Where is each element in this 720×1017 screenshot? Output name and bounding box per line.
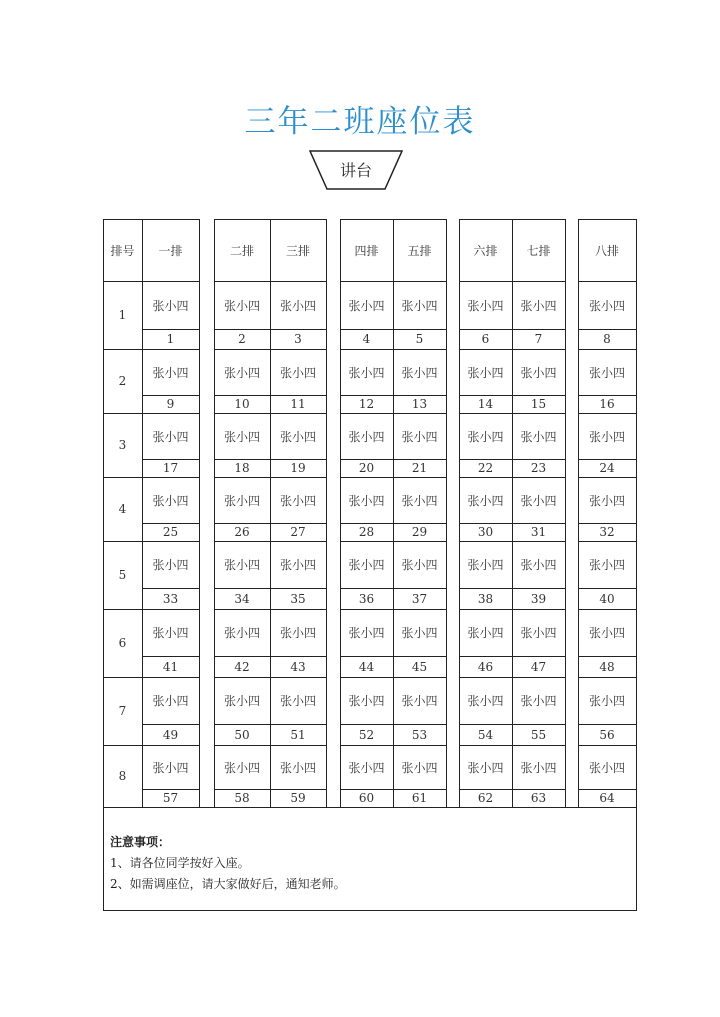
seat-number: 10 xyxy=(234,397,250,411)
grid-line xyxy=(512,219,513,807)
student-name: 张小四 xyxy=(467,694,504,708)
grid-line xyxy=(578,477,637,478)
seat-number: 54 xyxy=(477,727,494,742)
grid-line xyxy=(578,395,637,396)
grid-line xyxy=(340,609,447,610)
student-name: 张小四 xyxy=(520,365,557,380)
grid-line xyxy=(103,219,142,220)
grid-line xyxy=(340,789,447,790)
student-name: 张小四 xyxy=(401,365,438,380)
student-name: 张小四 xyxy=(401,298,438,313)
grid-line xyxy=(214,677,327,678)
row-number: 6 xyxy=(118,636,127,650)
column-header: 二排 xyxy=(229,243,254,258)
grid-line xyxy=(393,219,394,807)
row-number: 4 xyxy=(118,502,127,516)
grid-line xyxy=(340,677,447,678)
student-name: 张小四 xyxy=(348,429,385,444)
seat-number: 49 xyxy=(162,727,179,742)
row-number: 7 xyxy=(118,704,127,718)
grid-line xyxy=(459,395,566,396)
grid-line xyxy=(103,281,142,282)
student-name: 张小四 xyxy=(520,298,557,313)
student-name: 张小四 xyxy=(152,760,189,775)
grid-line xyxy=(578,349,637,350)
student-name: 张小四 xyxy=(588,493,625,508)
grid-line xyxy=(578,677,637,678)
grid-line xyxy=(214,477,327,478)
grid-line xyxy=(142,523,200,524)
grid-line xyxy=(270,219,271,807)
grid-line xyxy=(446,219,447,807)
grid-line xyxy=(340,395,447,396)
student-name: 张小四 xyxy=(401,694,438,708)
student-name: 张小四 xyxy=(348,558,385,572)
column-header: 五排 xyxy=(407,243,432,258)
seat-number: 12 xyxy=(358,397,375,411)
student-name: 张小四 xyxy=(588,694,625,708)
grid-line xyxy=(214,745,327,746)
seat-number: 38 xyxy=(477,591,494,606)
grid-line xyxy=(578,413,637,414)
grid-line xyxy=(142,349,200,350)
seat-number: 5 xyxy=(415,332,424,346)
seat-number: 63 xyxy=(530,791,547,805)
seat-number: 8 xyxy=(603,332,611,346)
student-name: 张小四 xyxy=(401,558,438,572)
grid-line xyxy=(103,677,142,678)
seat-number: 20 xyxy=(358,461,375,475)
seat-number: 13 xyxy=(411,397,428,411)
seat-number: 56 xyxy=(599,727,615,742)
grid-line xyxy=(214,541,327,542)
seat-number: 4 xyxy=(362,332,371,346)
grid-line xyxy=(142,656,200,657)
student-name: 张小四 xyxy=(348,365,385,380)
student-name: 张小四 xyxy=(588,558,625,572)
seat-number: 15 xyxy=(530,397,547,411)
grid-line xyxy=(214,656,327,657)
grid-line xyxy=(340,349,447,350)
seat-number: 25 xyxy=(162,525,179,539)
grid-line xyxy=(578,523,637,524)
seat-number: 51 xyxy=(290,727,306,742)
student-name: 张小四 xyxy=(223,760,260,775)
seat-number: 22 xyxy=(477,461,494,475)
grid-line xyxy=(459,789,566,790)
grid-line xyxy=(459,523,566,524)
grid-line xyxy=(214,789,327,790)
grid-line xyxy=(459,477,566,478)
row-number: 3 xyxy=(118,438,127,452)
grid-line xyxy=(459,459,566,460)
student-name: 张小四 xyxy=(223,493,260,508)
student-name: 张小四 xyxy=(401,760,438,775)
seat-number: 64 xyxy=(599,791,615,805)
grid-line xyxy=(459,588,566,589)
student-name: 张小四 xyxy=(223,694,260,708)
student-name: 张小四 xyxy=(401,626,438,640)
seat-number: 6 xyxy=(481,332,490,346)
student-name: 张小四 xyxy=(279,365,316,380)
grid-line xyxy=(142,724,200,725)
grid-line xyxy=(459,349,566,350)
student-name: 张小四 xyxy=(520,694,557,708)
grid-line xyxy=(459,413,566,414)
grid-line xyxy=(459,677,566,678)
student-name: 张小四 xyxy=(223,626,260,640)
student-name: 张小四 xyxy=(588,626,625,640)
seat-number: 41 xyxy=(162,659,179,674)
grid-line xyxy=(340,745,447,746)
grid-line xyxy=(142,219,200,220)
student-name: 张小四 xyxy=(520,493,557,508)
grid-line xyxy=(459,329,566,330)
seat-number: 21 xyxy=(411,461,428,475)
grid-line xyxy=(340,656,447,657)
student-name: 张小四 xyxy=(348,760,385,775)
grid-line xyxy=(142,477,200,478)
student-name: 张小四 xyxy=(348,694,385,708)
grid-line xyxy=(142,541,200,542)
grid-line xyxy=(578,541,637,542)
grid-line xyxy=(459,724,566,725)
grid-line xyxy=(578,281,637,282)
student-name: 张小四 xyxy=(467,493,504,508)
seat-number: 18 xyxy=(234,461,250,475)
seat-number: 58 xyxy=(234,791,250,805)
page-title: 三年二班座位表 xyxy=(244,104,476,140)
seat-number: 17 xyxy=(162,461,179,475)
student-name: 张小四 xyxy=(520,429,557,444)
seat-number: 40 xyxy=(599,591,615,606)
grid-line xyxy=(340,724,447,725)
student-name: 张小四 xyxy=(279,760,316,775)
grid-line xyxy=(142,745,200,746)
grid-line xyxy=(103,541,142,542)
grid-line xyxy=(142,413,200,414)
student-name: 张小四 xyxy=(152,298,189,313)
notes-item: 1、请各位同学按好入座。 xyxy=(110,856,250,870)
grid-line xyxy=(142,789,200,790)
seat-number: 32 xyxy=(599,525,615,539)
student-name: 张小四 xyxy=(152,694,189,708)
student-name: 张小四 xyxy=(348,493,385,508)
student-name: 张小四 xyxy=(467,365,504,380)
grid-line xyxy=(142,395,200,396)
column-header: 一排 xyxy=(158,243,183,258)
seat-number: 62 xyxy=(477,791,494,805)
column-header: 六排 xyxy=(473,243,498,258)
grid-line xyxy=(142,219,143,807)
grid-line xyxy=(214,459,327,460)
column-header: 七排 xyxy=(526,243,551,258)
seat-number: 16 xyxy=(599,397,615,411)
student-name: 张小四 xyxy=(279,558,316,572)
seat-number: 35 xyxy=(290,591,306,606)
seat-number: 7 xyxy=(534,332,543,346)
seat-number: 44 xyxy=(358,659,375,674)
seat-number: 11 xyxy=(290,397,306,411)
grid-line xyxy=(578,789,637,790)
grid-line xyxy=(578,219,579,807)
grid-line xyxy=(340,281,447,282)
grid-line xyxy=(578,609,637,610)
grid-line xyxy=(578,459,637,460)
student-name: 张小四 xyxy=(467,760,504,775)
student-name: 张小四 xyxy=(279,429,316,444)
student-name: 张小四 xyxy=(223,558,260,572)
student-name: 张小四 xyxy=(467,298,504,313)
student-name: 张小四 xyxy=(467,626,504,640)
seat-number: 53 xyxy=(411,727,428,742)
grid-line xyxy=(103,477,142,478)
student-name: 张小四 xyxy=(279,493,316,508)
grid-line xyxy=(103,609,142,610)
student-name: 张小四 xyxy=(152,626,189,640)
seat-number: 36 xyxy=(358,591,375,606)
grid-line xyxy=(214,349,327,350)
notes-section xyxy=(110,832,346,895)
seat-number: 43 xyxy=(290,659,306,674)
grid-line xyxy=(142,677,200,678)
grid-line xyxy=(636,219,637,807)
seat-number: 39 xyxy=(530,591,547,606)
grid-line xyxy=(142,588,200,589)
student-name: 张小四 xyxy=(152,429,189,444)
student-name: 张小四 xyxy=(279,694,316,708)
grid-line xyxy=(340,459,447,460)
student-name: 张小四 xyxy=(588,760,625,775)
seat-number: 29 xyxy=(411,525,428,539)
seat-number: 31 xyxy=(530,525,547,539)
seat-number: 2 xyxy=(238,332,246,346)
student-name: 张小四 xyxy=(401,493,438,508)
seat-number: 59 xyxy=(290,791,306,805)
column-header: 四排 xyxy=(354,243,379,258)
seat-number: 61 xyxy=(411,791,428,805)
grid-line xyxy=(214,281,327,282)
seat-number: 30 xyxy=(477,525,494,539)
seat-number: 24 xyxy=(599,461,615,475)
grid-line xyxy=(103,349,142,350)
row-number: 2 xyxy=(118,374,127,388)
seat-number: 9 xyxy=(166,397,175,411)
row-header-label: 排号 xyxy=(110,243,135,258)
grid-line xyxy=(578,329,637,330)
seat-number: 23 xyxy=(530,461,547,475)
row-number: 5 xyxy=(118,568,127,582)
grid-line xyxy=(199,219,200,807)
student-name: 张小四 xyxy=(588,298,625,313)
seat-number: 34 xyxy=(234,591,250,606)
notes-item: 2、如需调座位，请大家做好后，通知老师。 xyxy=(110,877,346,891)
student-name: 张小四 xyxy=(223,429,260,444)
seat-number: 60 xyxy=(358,791,375,805)
student-name: 张小四 xyxy=(279,298,316,313)
grid-line xyxy=(214,588,327,589)
student-name: 张小四 xyxy=(467,558,504,572)
seat-number: 57 xyxy=(162,791,179,805)
student-name: 张小四 xyxy=(152,493,189,508)
notes-title: 注意事项： xyxy=(110,835,171,849)
grid-line xyxy=(578,588,637,589)
seat-number: 55 xyxy=(530,727,547,742)
student-name: 张小四 xyxy=(152,365,189,380)
grid-line xyxy=(214,219,215,807)
grid-line xyxy=(142,329,200,330)
seat-number: 46 xyxy=(477,659,494,674)
grid-line xyxy=(340,413,447,414)
seat-number: 50 xyxy=(234,727,250,742)
grid-line xyxy=(459,609,566,610)
seat-number: 19 xyxy=(290,461,306,475)
grid-line xyxy=(103,910,637,911)
student-name: 张小四 xyxy=(401,429,438,444)
grid-line xyxy=(340,329,447,330)
grid-line xyxy=(459,656,566,657)
seat-number: 47 xyxy=(530,659,547,674)
grid-line xyxy=(340,477,447,478)
grid-line xyxy=(459,745,566,746)
student-name: 张小四 xyxy=(223,298,260,313)
row-number: 8 xyxy=(118,769,127,783)
grid-line xyxy=(103,413,142,414)
seat-number: 42 xyxy=(234,659,250,674)
seat-number: 33 xyxy=(162,591,179,606)
student-name: 张小四 xyxy=(223,365,260,380)
seat-number: 14 xyxy=(477,397,494,411)
seat-number: 1 xyxy=(166,332,175,346)
seat-number: 37 xyxy=(411,591,428,606)
seat-number: 27 xyxy=(290,525,306,539)
student-name: 张小四 xyxy=(348,626,385,640)
seat-number: 45 xyxy=(411,659,428,674)
student-name: 张小四 xyxy=(520,558,557,572)
grid-line xyxy=(340,219,341,807)
student-name: 张小四 xyxy=(152,558,189,572)
column-header: 八排 xyxy=(594,243,619,258)
grid-line xyxy=(103,745,142,746)
grid-line xyxy=(459,281,566,282)
grid-line xyxy=(142,609,200,610)
grid-line xyxy=(578,219,637,220)
column-header: 三排 xyxy=(285,243,310,258)
grid-line xyxy=(578,745,637,746)
grid-line xyxy=(340,588,447,589)
grid-line xyxy=(459,541,566,542)
student-name: 张小四 xyxy=(467,429,504,444)
grid-line xyxy=(578,656,637,657)
grid-line xyxy=(214,329,327,330)
student-name: 张小四 xyxy=(588,429,625,444)
grid-line xyxy=(103,807,637,808)
student-name: 张小四 xyxy=(520,760,557,775)
grid-line xyxy=(340,523,447,524)
grid-line xyxy=(214,724,327,725)
grid-line xyxy=(214,609,327,610)
seat-number: 3 xyxy=(294,332,302,346)
student-name: 张小四 xyxy=(279,626,316,640)
grid-line xyxy=(578,724,637,725)
seat-number: 28 xyxy=(358,525,375,539)
grid-line xyxy=(214,395,327,396)
grid-line xyxy=(214,523,327,524)
seat-number: 52 xyxy=(358,727,375,742)
student-name: 张小四 xyxy=(588,365,625,380)
grid-line xyxy=(459,219,460,807)
grid-line xyxy=(142,281,200,282)
seat-number: 26 xyxy=(234,525,250,539)
grid-line xyxy=(340,541,447,542)
student-name: 张小四 xyxy=(520,626,557,640)
grid-line xyxy=(214,413,327,414)
grid-line xyxy=(565,219,566,807)
row-number: 1 xyxy=(118,308,127,322)
grid-line xyxy=(142,459,200,460)
student-name: 张小四 xyxy=(348,298,385,313)
podium-label: 讲台 xyxy=(339,161,372,180)
grid-line xyxy=(326,219,327,807)
seat-number: 48 xyxy=(599,659,615,674)
